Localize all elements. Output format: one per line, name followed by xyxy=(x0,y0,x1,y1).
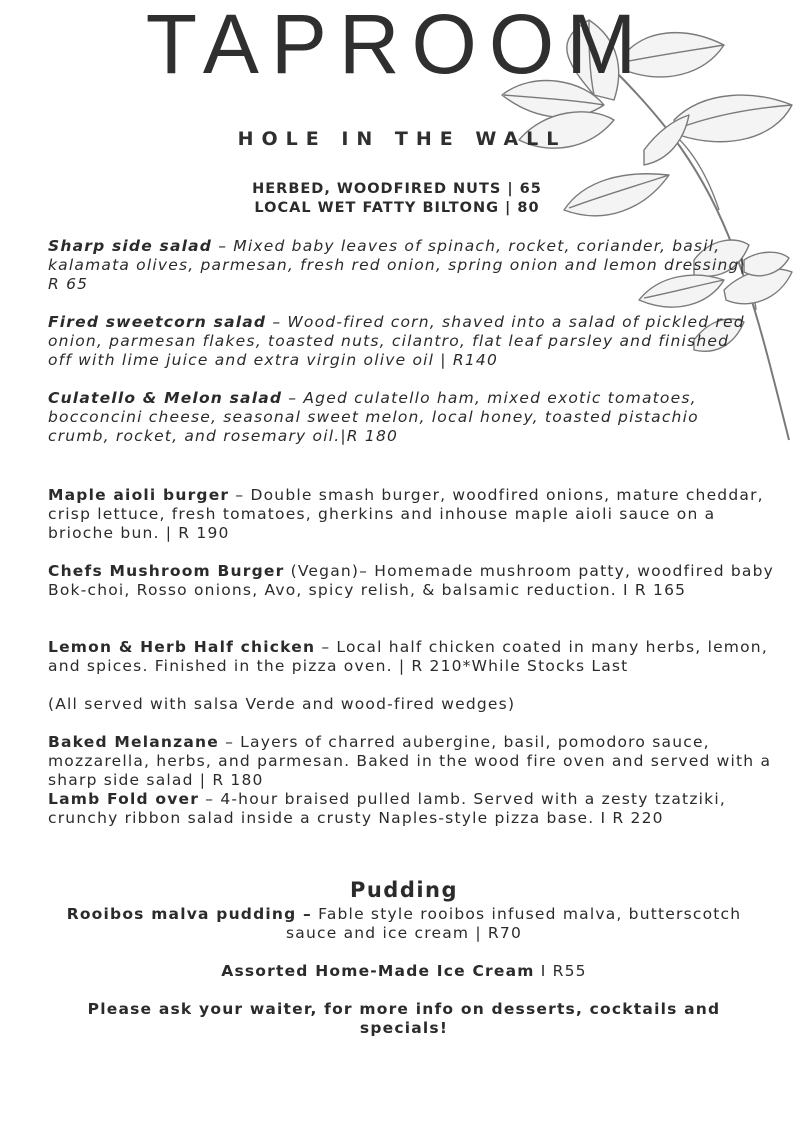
menu-item-desc: – 4-hour braised pulled lamb. Served with a zesty tzatziki, crunchy ribbon salad inside a crusty Naples-style pizza base. I R 220 xyxy=(48,790,726,827)
menu-item-name: Chefs Mushroom Burger xyxy=(48,562,285,580)
menu-item-desc: (Vegan)– Homemade mushroom patty, woodfired baby Bok-choi, Rosso onions, Avo, spicy relish, & balsamic reduction. I R 165 xyxy=(48,562,775,599)
menu-item-main xyxy=(48,638,778,676)
snack-item: LOCAL WET FATTY BILTONG | 80 xyxy=(254,200,540,216)
waiter-note: Please ask your waiter, for more info on desserts, cocktails and specials! xyxy=(87,1000,721,1037)
menu-item-salad xyxy=(48,237,748,294)
menu-item-dessert xyxy=(60,962,748,981)
menu-item-desc: (All served with salsa Verde and wood-fired wedges) xyxy=(48,695,516,713)
menu-item-name: Rooibos malva pudding – xyxy=(66,905,312,923)
menu-item-name: Fired sweetcorn salad xyxy=(48,313,267,331)
menu-subtitle: HOLE IN THE WALL xyxy=(237,128,567,150)
menu-item-salad xyxy=(48,389,748,446)
menu-item-name: Sharp side salad xyxy=(48,237,213,255)
menu-item-name: Maple aioli burger xyxy=(48,486,230,504)
menu-item-desc: Fable style rooibos infused malva, butterscotch sauce and ice cream | R70 xyxy=(285,905,742,942)
menu-item-main xyxy=(48,790,778,828)
menu-item-desc: – Wood-fired corn, shaved into a salad of pickled red onion, parmesan flakes, toasted nuts, cilantro, flat leaf parsley and finished off with lime juice and extra virgin olive oil | R140 xyxy=(48,313,745,369)
menu-item-desc: – Double smash burger, woodfired onions, mature cheddar, crisp lettuce, fresh tomatoes, gherkins and inhouse maple aioli sauce on a brioche bun. | R 190 xyxy=(48,486,764,542)
menu-item-main xyxy=(48,486,778,543)
menu-item-name: Lamb Fold over xyxy=(48,790,200,808)
menu-item-dessert xyxy=(60,905,748,943)
menu-item-salad xyxy=(48,313,748,370)
menu-item-main xyxy=(48,733,778,790)
menu-item-desc: – Layers of charred aubergine, basil, pomodoro sauce, mozzarella, herbs, and parmesan. Baked in the wood fire oven and served with a sharp side salad | R 180 xyxy=(48,733,772,789)
menu-item-desc: – Local half chicken coated in many herbs, lemon, and spices. Finished in the pizza oven. | R 210*While Stocks Last xyxy=(48,638,768,675)
menu-title: TAPROOM xyxy=(145,0,649,91)
menu-item-name: Baked Melanzane xyxy=(48,733,219,751)
menu-item-name: Lemon & Herb Half chicken xyxy=(48,638,316,656)
menu-item-name: Assorted Home-Made Ice Cream xyxy=(221,962,535,980)
pudding-heading: Pudding xyxy=(349,878,459,902)
menu-item-name: Culatello & Melon salad xyxy=(48,389,283,407)
menu-item-desc: – Mixed baby leaves of spinach, rocket, coriander, basil, kalamata olives, parmesan, fresh red onion, spring onion and lemon dressing| R 65 xyxy=(48,237,746,293)
menu-item-main xyxy=(48,562,778,600)
menu-note xyxy=(48,695,778,714)
menu-item-desc: – Aged culatello ham, mixed exotic tomatoes, bocconcini cheese, seasonal sweet melon, local honey, toasted pistachio crumb, rocket, and rosemary oil.|R 180 xyxy=(48,389,699,445)
menu-item-desc: I R55 xyxy=(534,962,587,980)
snack-item: HERBED, WOODFIRED NUTS | 65 xyxy=(252,181,542,197)
